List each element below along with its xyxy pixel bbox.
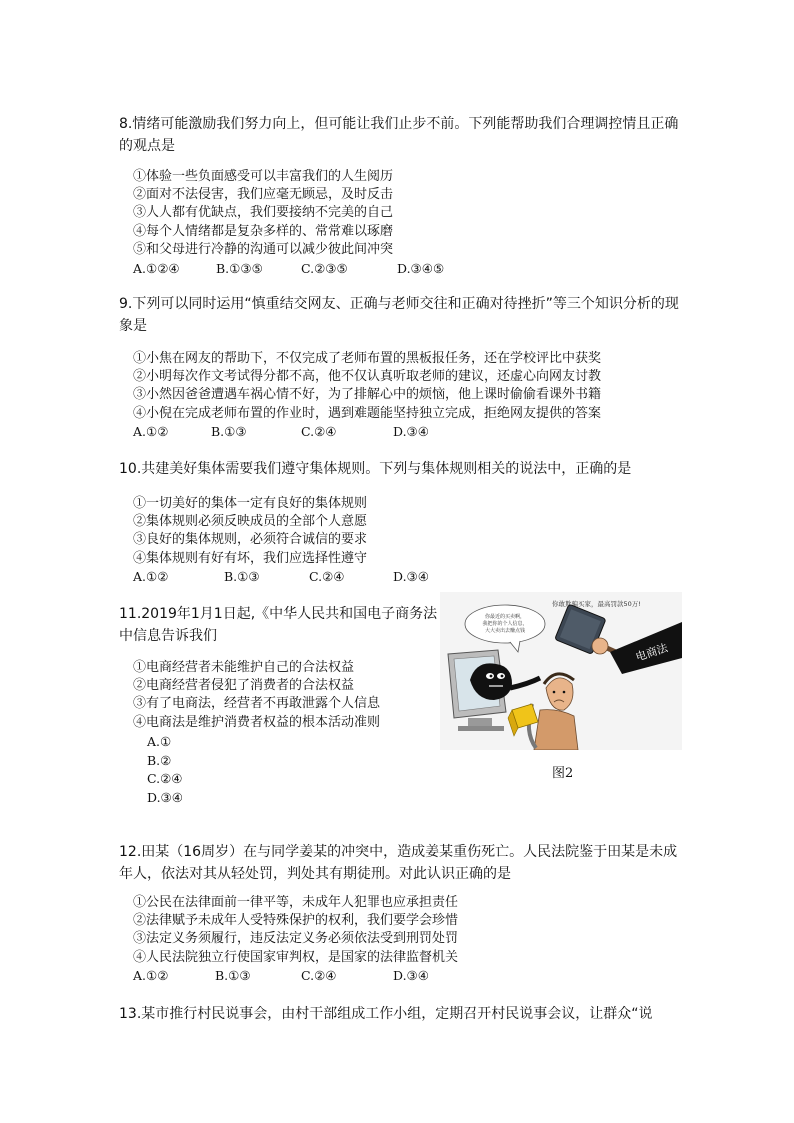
figure-caption: 图2	[552, 766, 574, 781]
q12-choice-c: C.②④	[301, 968, 337, 983]
q9-choice-c: C.②④	[301, 424, 337, 439]
q9-choice-d: D.③④	[393, 424, 429, 439]
q10-choice-c: C.②④	[309, 569, 345, 584]
q9-stem: 9.下列可以同时运用“慎重结交网友、正确与老师交往和正确对待挫折”等三个知识分析的现象是	[119, 296, 679, 334]
q9-option: ②小明每次作文考试得分都不高，他不仅认真听取老师的建议，还虚心向网友讨教	[133, 369, 602, 385]
q9-option: ①小焦在网友的帮助下，不仅完成了老师布置的黑板报任务，还在学校评比中获奖	[133, 351, 602, 366]
q10-option: ②集体规则必须反映成员的全部个人意愿	[133, 514, 368, 530]
q9-choice-b: B.①③	[211, 424, 247, 439]
cartoon-illustration	[440, 592, 682, 750]
bubble-line: 我把你的个人信息，	[482, 621, 528, 627]
q11-option: ②电商经营者侵犯了消费者的合法权益	[133, 678, 355, 694]
q8-stem: 8.情绪可能激励我们努力向上，但可能让我们止步不前。下列能帮助我们合理调控情且正确的观点是	[119, 116, 679, 154]
q12-choice-d: D.③④	[393, 968, 429, 983]
q11-choice-b: B.②	[147, 752, 172, 768]
q12-option: ④人民法院独立行使国家审判权，是国家的法律监督机关	[133, 949, 459, 965]
q12-options	[133, 894, 458, 967]
q11-stem-line2: 中信息告诉我们	[119, 628, 217, 644]
hammer-label: 电商法	[634, 641, 670, 664]
q11-stem-line1: 11.2019年1月1日起,《中华人民共和国电子商务法	[119, 606, 438, 622]
q11-option: ③有了电商法，经营者不再敢泄露个人信息	[133, 696, 381, 712]
q10-choice-d: D.③④	[393, 569, 429, 584]
q12-stem: 12.田某（16周岁）在与同学姜某的冲突中，造成姜某重伤死亡。人民法院鉴于田某是未成年人，依法对其从轻处罚，判处其有期徒刑。对此认识正确的是	[119, 844, 678, 882]
q11-choices	[147, 733, 183, 807]
q10-stem: 10.共建美好集体需要我们遵守集体规则。下列与集体规则相关的说法中，正确的是	[119, 461, 632, 477]
q8-option: ②面对不法侵害，我们应毫无顾忌，及时反击	[133, 187, 394, 203]
q12-option: ②法律赋予未成年人受特殊保护的权利，我们要学会珍惜	[133, 913, 459, 929]
q8-choice-a: A.①②④	[133, 261, 180, 276]
q12-choice-b: B.①③	[215, 968, 251, 983]
q11-choice-a: A.①	[147, 734, 172, 749]
q8-choice-d: D.③④⑤	[397, 261, 445, 276]
bubble-line: 大大卖出去赚点钱	[484, 628, 526, 634]
q11-choice-c: C.②④	[147, 771, 183, 786]
q8-option: ④每个人情绪都是复杂多样的、常常难以琢磨	[133, 223, 394, 239]
q10-choice-a: A.①②	[133, 569, 169, 584]
q10-option: ①一切美好的集体一定有良好的集体规则	[133, 496, 368, 511]
cartoon-banner: 你敢欺骗买家，最高罚款50万!	[552, 600, 641, 608]
q11-option: ①电商经营者未能维护自己的合法权益	[133, 660, 355, 675]
q10-option: ③良好的集体规则，必须符合诚信的要求	[133, 532, 368, 548]
q9-options	[133, 350, 601, 423]
q10-choice-b: B.①③	[224, 569, 260, 584]
q9-choice-a: A.①②	[133, 424, 169, 439]
q12-option: ③法定义务须履行，违反法定义务必须依法受到刑罚处罚	[133, 931, 459, 947]
q11-choice-d: D.③④	[147, 789, 183, 805]
bubble-line: 你最近的买卖啊，	[484, 614, 526, 620]
q8-choice-b: B.①③⑤	[216, 261, 263, 276]
q11-option: ④电商法是维护消费者权益的根本活动准则	[133, 714, 381, 730]
q8-options	[133, 168, 393, 259]
q13-stem: 13.某市推行村民说事会，由村干部组成工作小组，定期召开村民说事会议，让群众“说	[119, 1006, 653, 1022]
figure-2-cartoon	[440, 592, 682, 750]
q9-option: ③小然因爸爸遭遇车祸心情不好，为了排解心中的烦恼，他上课时偷偷看课外书籍	[133, 387, 602, 403]
q12-choice-a: A.①②	[133, 968, 169, 983]
q8-choice-c: C.②③⑤	[301, 261, 348, 276]
q9-option: ④小倪在完成老师布置的作业时，遇到难题能坚持独立完成，拒绝网友提供的答案	[133, 405, 602, 421]
q10-option: ④集体规则有好有坏，我们应选择性遵守	[133, 550, 368, 566]
q12-option: ①公民在法律面前一律平等，未成年人犯罪也应承担责任	[133, 895, 459, 910]
q8-option: ①体验一些负面感受可以丰富我们的人生阅历	[133, 169, 394, 184]
q8-option: ③人人都有优缺点，我们要接纳不完美的自己	[133, 205, 394, 221]
q8-option: ⑤和父母进行冷静的沟通可以减少彼此间冲突	[133, 241, 394, 257]
q11-options	[133, 659, 380, 732]
q10-options	[133, 495, 367, 568]
